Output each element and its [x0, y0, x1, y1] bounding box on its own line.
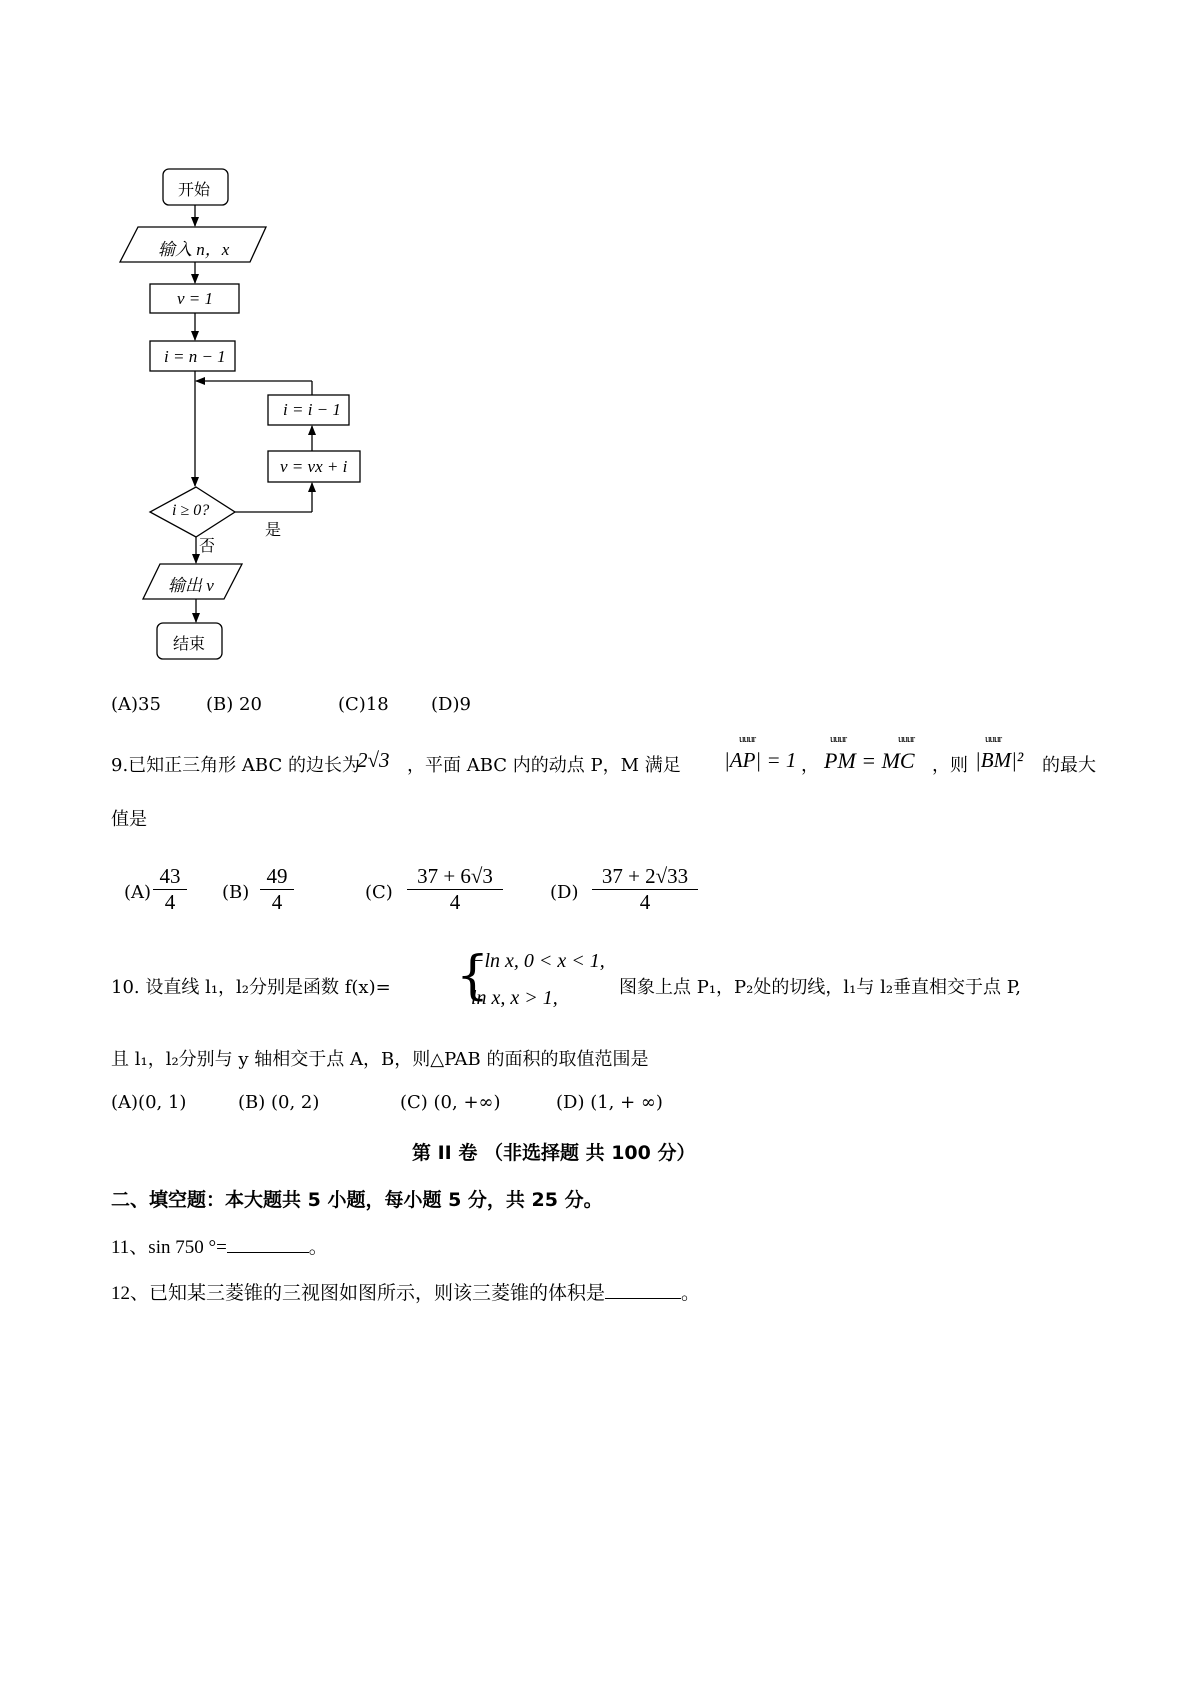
flow-start-label: 开始 [178, 180, 211, 199]
q10-stem-b: 图象上点 P₁，P₂处的切线，l₁与 l₂垂直相交于点 P, [619, 977, 1021, 998]
q11-prefix: 11、sin 750 °= [111, 1237, 227, 1258]
flow-no-label: 否 [199, 536, 216, 555]
section-heading: 二、填空题：本大题共 5 小题，每小题 5 分，共 25 分。 [111, 1189, 603, 1211]
vec-mark-pm: uuur [830, 733, 847, 745]
frac-den: 4 [271, 890, 283, 914]
flow-init-v-label: v = 1 [177, 289, 214, 308]
q10-case-2: ln x, x > 1, [471, 987, 558, 1009]
flow-output-label: 输出 v [168, 576, 214, 595]
q8-option-a: (A)35 [111, 694, 161, 715]
frac-num: 37 + 6√3 [417, 864, 493, 888]
q12-prefix: 12、已知某三菱锥的三视图如图所示，则该三菱锥的体积是 [111, 1283, 606, 1304]
q10-brace: { [456, 946, 490, 1006]
flow-input-label: 输入 n，x [158, 240, 230, 259]
flow-yes-label: 是 [265, 520, 282, 539]
q10-option-b: (B) (0, 2) [238, 1092, 320, 1113]
frac-den: 4 [164, 890, 176, 914]
q12 [111, 1278, 700, 1305]
frac-den: 4 [449, 890, 461, 914]
q9-option-d-fraction [592, 864, 698, 915]
q10-stem-c: 且 l₁，l₂分别与 y 轴相交于点 A，B，则△PAB 的面积的取值范围是 [111, 1049, 649, 1070]
flow-condition-label: i ≥ 0? [172, 502, 210, 519]
q9-bm-squared: |BM|² [975, 748, 1024, 772]
vec-mark-bm: uuur [985, 733, 1002, 745]
part2-title: 第 II 卷 （非选择题 共 100 分） [412, 1142, 696, 1164]
q9-option-b-fraction [260, 864, 294, 915]
q9-abs-ap: |AP| = 1 [724, 748, 797, 772]
q10-stem-a: 10. 设直线 l₁，l₂分别是函数 f(x)= [111, 977, 391, 998]
q9-option-c-label: (C) [365, 882, 393, 903]
q11-suffix: 。 [308, 1237, 328, 1258]
q9-option-a-label: (A) [124, 882, 152, 903]
q9-pm-eq-mc: PM = MC [824, 748, 915, 773]
q12-answer-blank [605, 1280, 681, 1299]
q9-option-c-fraction [407, 864, 503, 915]
flow-update-v-label: v = vx + i [280, 457, 348, 476]
flow-end-label: 结束 [173, 634, 206, 653]
frac-num: 43 [159, 864, 181, 888]
q9-stem-b: ，平面 ABC 内的动点 P，M 满足 [407, 755, 681, 776]
vec-mark-ap: uuur [739, 733, 756, 745]
q8-option-c: (C)18 [338, 694, 389, 715]
q10-option-c: (C) (0, +∞) [400, 1092, 501, 1113]
q10-option-d: (D) (1, + ∞) [556, 1092, 663, 1113]
q8-option-d: (D)9 [431, 694, 471, 715]
q9-option-b-label: (B) [222, 882, 250, 903]
frac-den: 4 [639, 890, 651, 914]
q9-option-a-fraction [153, 864, 187, 915]
q9-stem-a: 9.已知正三角形 ABC 的边长为 [111, 755, 360, 776]
q9-stem-d: 的最大 [1042, 755, 1096, 776]
vec-mark-mc: uuur [898, 733, 915, 745]
q9-option-d-label: (D) [550, 882, 579, 903]
q9-stem-c: ，则 [932, 755, 968, 776]
q9-stem-e: 值是 [111, 809, 147, 830]
frac-num: 49 [266, 864, 288, 888]
q10-option-a: (A)(0, 1) [111, 1092, 187, 1113]
q8-option-b: (B) 20 [206, 694, 262, 715]
flow-init-i-label: i = n − 1 [164, 347, 226, 366]
q11 [111, 1232, 328, 1259]
frac-num: 37 + 2√33 [601, 864, 689, 888]
flow-dec-i-label: i = i − 1 [283, 400, 341, 419]
q11-answer-blank [227, 1234, 309, 1253]
q12-suffix: 。 [681, 1283, 701, 1304]
q9-comma: ， [801, 755, 819, 776]
q9-side-length: 2√3 [357, 748, 390, 772]
q10-case-1: −ln x, 0 < x < 1, [471, 950, 605, 972]
